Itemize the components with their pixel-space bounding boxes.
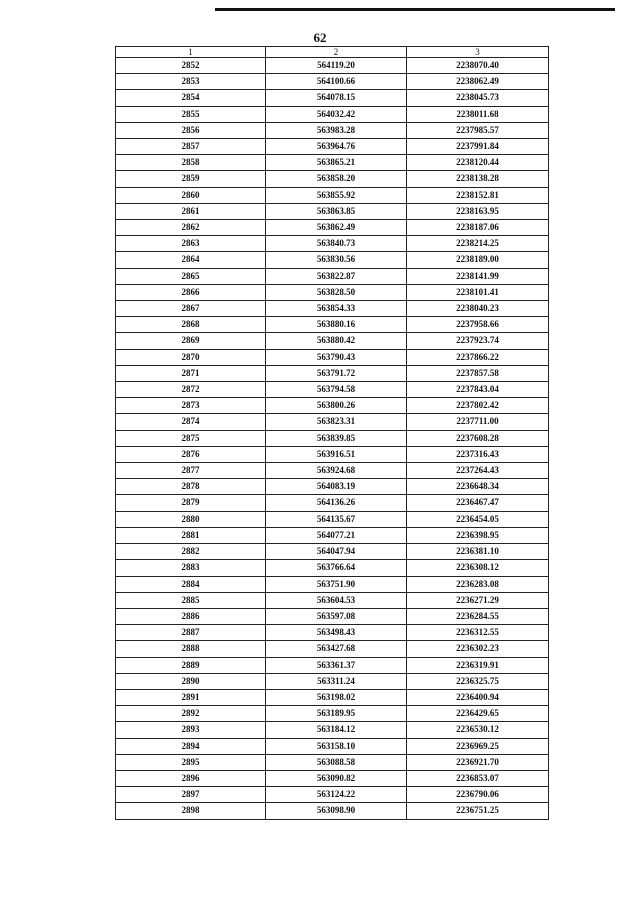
y-coordinate-cell: 2236381.10 (407, 544, 549, 560)
point-number-cell: 2881 (116, 527, 266, 543)
x-coordinate-cell: 563498.43 (266, 625, 407, 641)
x-coordinate-cell: 564032.42 (266, 106, 407, 122)
y-coordinate-cell: 2237857.58 (407, 365, 549, 381)
coordinate-table-container (115, 46, 548, 820)
table-row (116, 625, 549, 641)
table-row (116, 446, 549, 462)
y-coordinate-cell: 2238189.00 (407, 252, 549, 268)
y-coordinate-cell: 2236400.94 (407, 689, 549, 705)
table-row (116, 171, 549, 187)
point-number-cell: 2874 (116, 414, 266, 430)
table-row (116, 673, 549, 689)
header-row (116, 47, 549, 58)
y-coordinate-cell: 2237802.42 (407, 398, 549, 414)
point-number-cell: 2872 (116, 382, 266, 398)
point-number-cell: 2856 (116, 122, 266, 138)
x-coordinate-cell: 563828.50 (266, 284, 407, 300)
y-coordinate-cell: 2237843.04 (407, 382, 549, 398)
x-coordinate-cell: 563311.24 (266, 673, 407, 689)
point-number-cell: 2884 (116, 576, 266, 592)
table-row (116, 268, 549, 284)
table-row (116, 527, 549, 543)
x-coordinate-cell: 563158.10 (266, 738, 407, 754)
y-coordinate-cell: 2236790.06 (407, 787, 549, 803)
table-row (116, 317, 549, 333)
x-coordinate-cell: 564136.26 (266, 495, 407, 511)
x-coordinate-cell: 563794.58 (266, 382, 407, 398)
y-coordinate-cell: 2238120.44 (407, 155, 549, 171)
x-coordinate-cell: 563361.37 (266, 657, 407, 673)
column-header-1: 1 (116, 47, 266, 58)
table-row (116, 576, 549, 592)
y-coordinate-cell: 2237991.84 (407, 139, 549, 155)
point-number-cell: 2877 (116, 463, 266, 479)
x-coordinate-cell: 563088.58 (266, 754, 407, 770)
x-coordinate-cell: 563854.33 (266, 301, 407, 317)
table-row (116, 155, 549, 171)
table-row (116, 803, 549, 819)
table-row (116, 592, 549, 608)
x-coordinate-cell: 564119.20 (266, 58, 407, 74)
table-row (116, 560, 549, 576)
table-row (116, 706, 549, 722)
table-row (116, 479, 549, 495)
y-coordinate-cell: 2236853.07 (407, 770, 549, 786)
x-coordinate-cell: 563791.72 (266, 365, 407, 381)
x-coordinate-cell: 563822.87 (266, 268, 407, 284)
y-coordinate-cell: 2236319.91 (407, 657, 549, 673)
x-coordinate-cell: 563766.64 (266, 560, 407, 576)
y-coordinate-cell: 2236429.65 (407, 706, 549, 722)
table-row (116, 122, 549, 138)
x-coordinate-cell: 563924.68 (266, 463, 407, 479)
y-coordinate-cell: 2236751.25 (407, 803, 549, 819)
point-number-cell: 2864 (116, 252, 266, 268)
point-number-cell: 2863 (116, 236, 266, 252)
table-row (116, 544, 549, 560)
table-row (116, 236, 549, 252)
table-row (116, 301, 549, 317)
y-coordinate-cell: 2236530.12 (407, 722, 549, 738)
y-coordinate-cell: 2237923.74 (407, 333, 549, 349)
x-coordinate-cell: 563983.28 (266, 122, 407, 138)
x-coordinate-cell: 564047.94 (266, 544, 407, 560)
point-number-cell: 2896 (116, 770, 266, 786)
point-number-cell: 2865 (116, 268, 266, 284)
point-number-cell: 2898 (116, 803, 266, 819)
point-number-cell: 2871 (116, 365, 266, 381)
y-coordinate-cell: 2237264.43 (407, 463, 549, 479)
y-coordinate-cell: 2236283.08 (407, 576, 549, 592)
x-coordinate-cell: 563964.76 (266, 139, 407, 155)
coordinate-table (115, 46, 549, 820)
x-coordinate-cell: 564135.67 (266, 511, 407, 527)
table-row (116, 430, 549, 446)
y-coordinate-cell: 2238138.28 (407, 171, 549, 187)
point-number-cell: 2870 (116, 349, 266, 365)
point-number-cell: 2855 (116, 106, 266, 122)
x-coordinate-cell: 563840.73 (266, 236, 407, 252)
point-number-cell: 2867 (116, 301, 266, 317)
x-coordinate-cell: 563865.21 (266, 155, 407, 171)
x-coordinate-cell: 563800.26 (266, 398, 407, 414)
point-number-cell: 2886 (116, 608, 266, 624)
table-row (116, 511, 549, 527)
x-coordinate-cell: 563880.16 (266, 317, 407, 333)
y-coordinate-cell: 2236467.47 (407, 495, 549, 511)
point-number-cell: 2885 (116, 592, 266, 608)
table-row (116, 722, 549, 738)
table-row (116, 203, 549, 219)
x-coordinate-cell: 563597.08 (266, 608, 407, 624)
y-coordinate-cell: 2238045.73 (407, 90, 549, 106)
point-number-cell: 2857 (116, 139, 266, 155)
y-coordinate-cell: 2238062.49 (407, 74, 549, 90)
x-coordinate-cell: 564100.66 (266, 74, 407, 90)
x-coordinate-cell: 563863.85 (266, 203, 407, 219)
point-number-cell: 2854 (116, 90, 266, 106)
table-row (116, 252, 549, 268)
table-row (116, 106, 549, 122)
x-coordinate-cell: 563427.68 (266, 641, 407, 657)
y-coordinate-cell: 2236284.55 (407, 608, 549, 624)
point-number-cell: 2890 (116, 673, 266, 689)
y-coordinate-cell: 2237958.66 (407, 317, 549, 333)
x-coordinate-cell: 563823.31 (266, 414, 407, 430)
table-row (116, 657, 549, 673)
table-body (116, 58, 549, 820)
table-header (116, 47, 549, 58)
table-row (116, 770, 549, 786)
point-number-cell: 2880 (116, 511, 266, 527)
y-coordinate-cell: 2236969.25 (407, 738, 549, 754)
x-coordinate-cell: 564077.21 (266, 527, 407, 543)
point-number-cell: 2894 (116, 738, 266, 754)
table-row (116, 463, 549, 479)
table-row (116, 689, 549, 705)
y-coordinate-cell: 2238187.06 (407, 220, 549, 236)
y-coordinate-cell: 2238214.25 (407, 236, 549, 252)
point-number-cell: 2889 (116, 657, 266, 673)
x-coordinate-cell: 563604.53 (266, 592, 407, 608)
y-coordinate-cell: 2237608.28 (407, 430, 549, 446)
y-coordinate-cell: 2236398.95 (407, 527, 549, 543)
point-number-cell: 2891 (116, 689, 266, 705)
point-number-cell: 2869 (116, 333, 266, 349)
table-row (116, 787, 549, 803)
y-coordinate-cell: 2237316.43 (407, 446, 549, 462)
point-number-cell: 2895 (116, 754, 266, 770)
x-coordinate-cell: 563830.56 (266, 252, 407, 268)
point-number-cell: 2868 (116, 317, 266, 333)
x-coordinate-cell: 563858.20 (266, 171, 407, 187)
x-coordinate-cell: 563189.95 (266, 706, 407, 722)
table-row (116, 414, 549, 430)
y-coordinate-cell: 2237711.00 (407, 414, 549, 430)
table-row (116, 349, 549, 365)
x-coordinate-cell: 563090.82 (266, 770, 407, 786)
x-coordinate-cell: 563790.43 (266, 349, 407, 365)
point-number-cell: 2878 (116, 479, 266, 495)
x-coordinate-cell: 563862.49 (266, 220, 407, 236)
y-coordinate-cell: 2238011.68 (407, 106, 549, 122)
point-number-cell: 2876 (116, 446, 266, 462)
table-row (116, 187, 549, 203)
table-row (116, 398, 549, 414)
y-coordinate-cell: 2238101.41 (407, 284, 549, 300)
point-number-cell: 2853 (116, 74, 266, 90)
table-row (116, 382, 549, 398)
header-rule (215, 8, 615, 11)
x-coordinate-cell: 563855.92 (266, 187, 407, 203)
y-coordinate-cell: 2238163.95 (407, 203, 549, 219)
y-coordinate-cell: 2236308.12 (407, 560, 549, 576)
point-number-cell: 2892 (116, 706, 266, 722)
point-number-cell: 2866 (116, 284, 266, 300)
table-row (116, 365, 549, 381)
point-number-cell: 2879 (116, 495, 266, 511)
column-header-3: 3 (407, 47, 549, 58)
y-coordinate-cell: 2236648.34 (407, 479, 549, 495)
x-coordinate-cell: 564083.19 (266, 479, 407, 495)
x-coordinate-cell: 563184.12 (266, 722, 407, 738)
y-coordinate-cell: 2236921.70 (407, 754, 549, 770)
table-row (116, 333, 549, 349)
y-coordinate-cell: 2236325.75 (407, 673, 549, 689)
point-number-cell: 2858 (116, 155, 266, 171)
table-row (116, 74, 549, 90)
table-row (116, 608, 549, 624)
x-coordinate-cell: 563124.22 (266, 787, 407, 803)
point-number-cell: 2852 (116, 58, 266, 74)
y-coordinate-cell: 2238152.81 (407, 187, 549, 203)
x-coordinate-cell: 563751.90 (266, 576, 407, 592)
y-coordinate-cell: 2236312.55 (407, 625, 549, 641)
table-row (116, 284, 549, 300)
point-number-cell: 2861 (116, 203, 266, 219)
point-number-cell: 2873 (116, 398, 266, 414)
page-number: 62 (313, 30, 327, 45)
point-number-cell: 2897 (116, 787, 266, 803)
y-coordinate-cell: 2236302.23 (407, 641, 549, 657)
point-number-cell: 2862 (116, 220, 266, 236)
point-number-cell: 2882 (116, 544, 266, 560)
point-number-cell: 2883 (116, 560, 266, 576)
x-coordinate-cell: 563916.51 (266, 446, 407, 462)
column-header-2: 2 (266, 47, 407, 58)
point-number-cell: 2860 (116, 187, 266, 203)
y-coordinate-cell: 2238040.23 (407, 301, 549, 317)
y-coordinate-cell: 2237985.57 (407, 122, 549, 138)
y-coordinate-cell: 2238070.40 (407, 58, 549, 74)
table-row (116, 220, 549, 236)
point-number-cell: 2888 (116, 641, 266, 657)
point-number-cell: 2893 (116, 722, 266, 738)
y-coordinate-cell: 2236454.05 (407, 511, 549, 527)
x-coordinate-cell: 563198.02 (266, 689, 407, 705)
table-row (116, 58, 549, 74)
y-coordinate-cell: 2237866.22 (407, 349, 549, 365)
point-number-cell: 2875 (116, 430, 266, 446)
point-number-cell: 2859 (116, 171, 266, 187)
table-row (116, 90, 549, 106)
table-row (116, 754, 549, 770)
x-coordinate-cell: 563839.85 (266, 430, 407, 446)
table-row (116, 139, 549, 155)
x-coordinate-cell: 564078.15 (266, 90, 407, 106)
x-coordinate-cell: 563098.90 (266, 803, 407, 819)
y-coordinate-cell: 2238141.99 (407, 268, 549, 284)
point-number-cell: 2887 (116, 625, 266, 641)
table-row (116, 495, 549, 511)
x-coordinate-cell: 563880.42 (266, 333, 407, 349)
table-row (116, 738, 549, 754)
table-row (116, 641, 549, 657)
y-coordinate-cell: 2236271.29 (407, 592, 549, 608)
